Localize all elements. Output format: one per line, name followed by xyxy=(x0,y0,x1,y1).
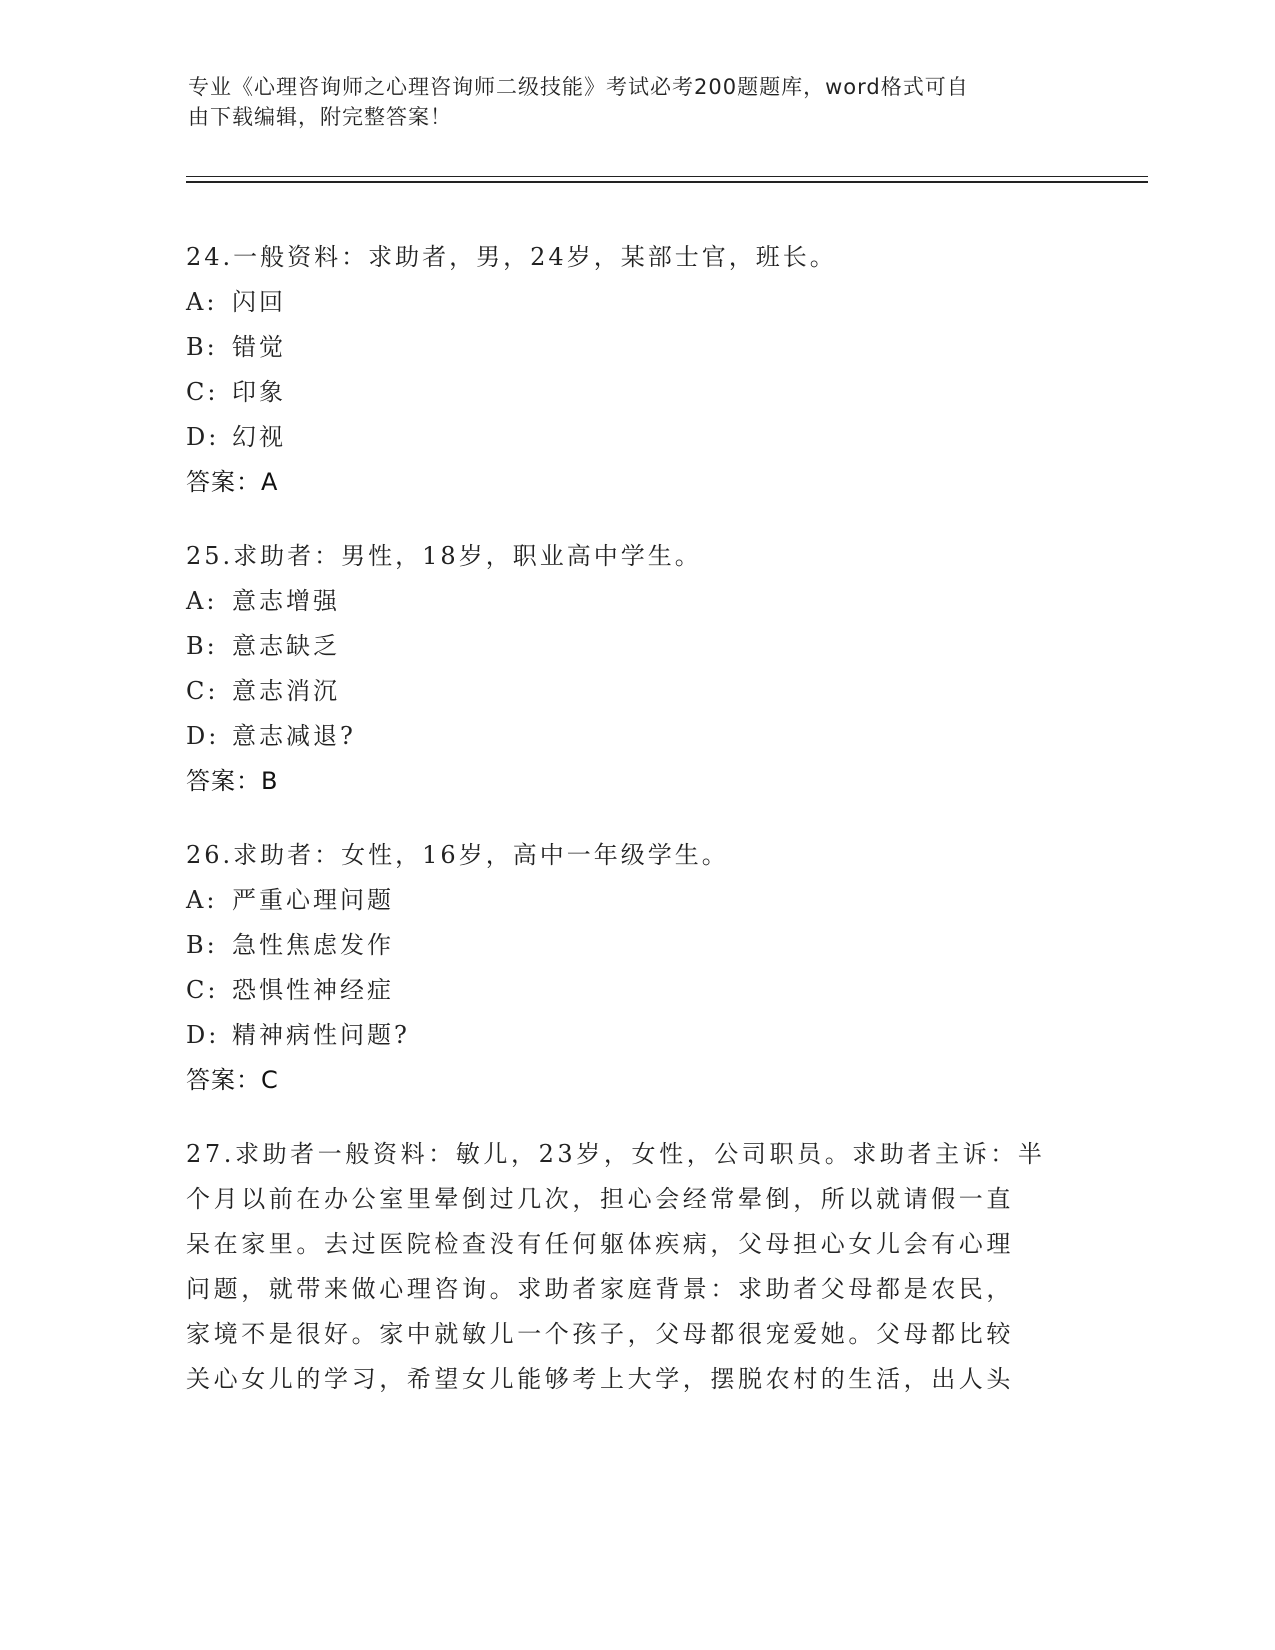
question-26 xyxy=(186,833,1086,1103)
passage-line: 呆在家里。去过医院检查没有任何躯体疾病，父母担心女儿会有心理 xyxy=(186,1230,1014,1258)
option-key: A: xyxy=(186,886,218,914)
option-b xyxy=(186,923,1086,968)
option-key: A: xyxy=(186,288,218,316)
question-stem xyxy=(186,1132,1066,1402)
passage-line: 个月以前在办公室里晕倒过几次，担心会经常晕倒，所以就请假一直 xyxy=(186,1185,1014,1213)
passage-line: 问题，就带来做心理咨询。求助者家庭背景：求助者父母都是农民， xyxy=(186,1275,1014,1303)
question-24 xyxy=(186,235,1086,505)
question-stem: 25.求助者：男性，18岁，职业高中学生。 xyxy=(186,542,702,570)
passage-line: 27.求助者一般资料：敏儿，23岁，女性，公司职员。求助者主诉：半 xyxy=(186,1140,1046,1168)
option-key: B: xyxy=(186,632,218,660)
option-text: 严重心理问题 xyxy=(232,886,394,914)
option-a xyxy=(186,280,1086,325)
question-stem: 26.求助者：女性，16岁，高中一年级学生。 xyxy=(186,841,729,869)
option-d xyxy=(186,714,1086,759)
question-27 xyxy=(186,1132,1086,1402)
option-text: 错觉 xyxy=(232,333,286,361)
option-key: B: xyxy=(186,333,218,361)
option-a xyxy=(186,579,1086,624)
option-c xyxy=(186,669,1086,714)
answer-line: 答案：C xyxy=(186,1066,279,1094)
option-text: 意志消沉 xyxy=(232,677,340,705)
option-text: 恐惧性神经症 xyxy=(232,976,394,1004)
header-line-2: 由下载编辑，附完整答案！ xyxy=(188,105,452,129)
option-key: C: xyxy=(186,976,219,1004)
option-text: 印象 xyxy=(232,378,286,406)
option-key: D: xyxy=(186,423,220,451)
option-text: 急性焦虑发作 xyxy=(232,931,394,959)
header-line-1: 专业《心理咨询师之心理咨询师二级技能》考试必考200题题库，word格式可自 xyxy=(188,75,969,99)
header-divider-thick xyxy=(186,181,1148,183)
passage-line: 关心女儿的学习，希望女儿能够考上大学，摆脱农村的生活，出人头 xyxy=(186,1365,1014,1393)
option-key: A: xyxy=(186,587,218,615)
header-divider-thin xyxy=(186,176,1148,177)
option-text: 精神病性问题? xyxy=(232,1021,410,1049)
option-key: B: xyxy=(186,931,218,959)
option-key: D: xyxy=(186,722,220,750)
option-text: 闪回 xyxy=(232,288,286,316)
question-25 xyxy=(186,534,1086,804)
answer-line: 答案：A xyxy=(186,468,279,496)
document-header xyxy=(188,72,1068,132)
question-list xyxy=(186,235,1086,1431)
option-c xyxy=(186,370,1086,415)
option-d xyxy=(186,415,1086,460)
option-d xyxy=(186,1013,1086,1058)
question-stem: 24.一般资料：求助者，男，24岁，某部士官，班长。 xyxy=(186,243,837,271)
option-key: D: xyxy=(186,1021,220,1049)
option-text: 意志增强 xyxy=(232,587,340,615)
passage-line: 家境不是很好。家中就敏儿一个孩子，父母都很宠爱她。父母都比较 xyxy=(186,1320,1014,1348)
option-text: 幻视 xyxy=(232,423,286,451)
option-b xyxy=(186,624,1086,669)
answer-line: 答案：B xyxy=(186,767,279,795)
option-text: 意志减退? xyxy=(232,722,356,750)
option-b xyxy=(186,325,1086,370)
option-key: C: xyxy=(186,677,219,705)
option-a xyxy=(186,878,1086,923)
option-c xyxy=(186,968,1086,1013)
option-key: C: xyxy=(186,378,219,406)
option-text: 意志缺乏 xyxy=(232,632,340,660)
